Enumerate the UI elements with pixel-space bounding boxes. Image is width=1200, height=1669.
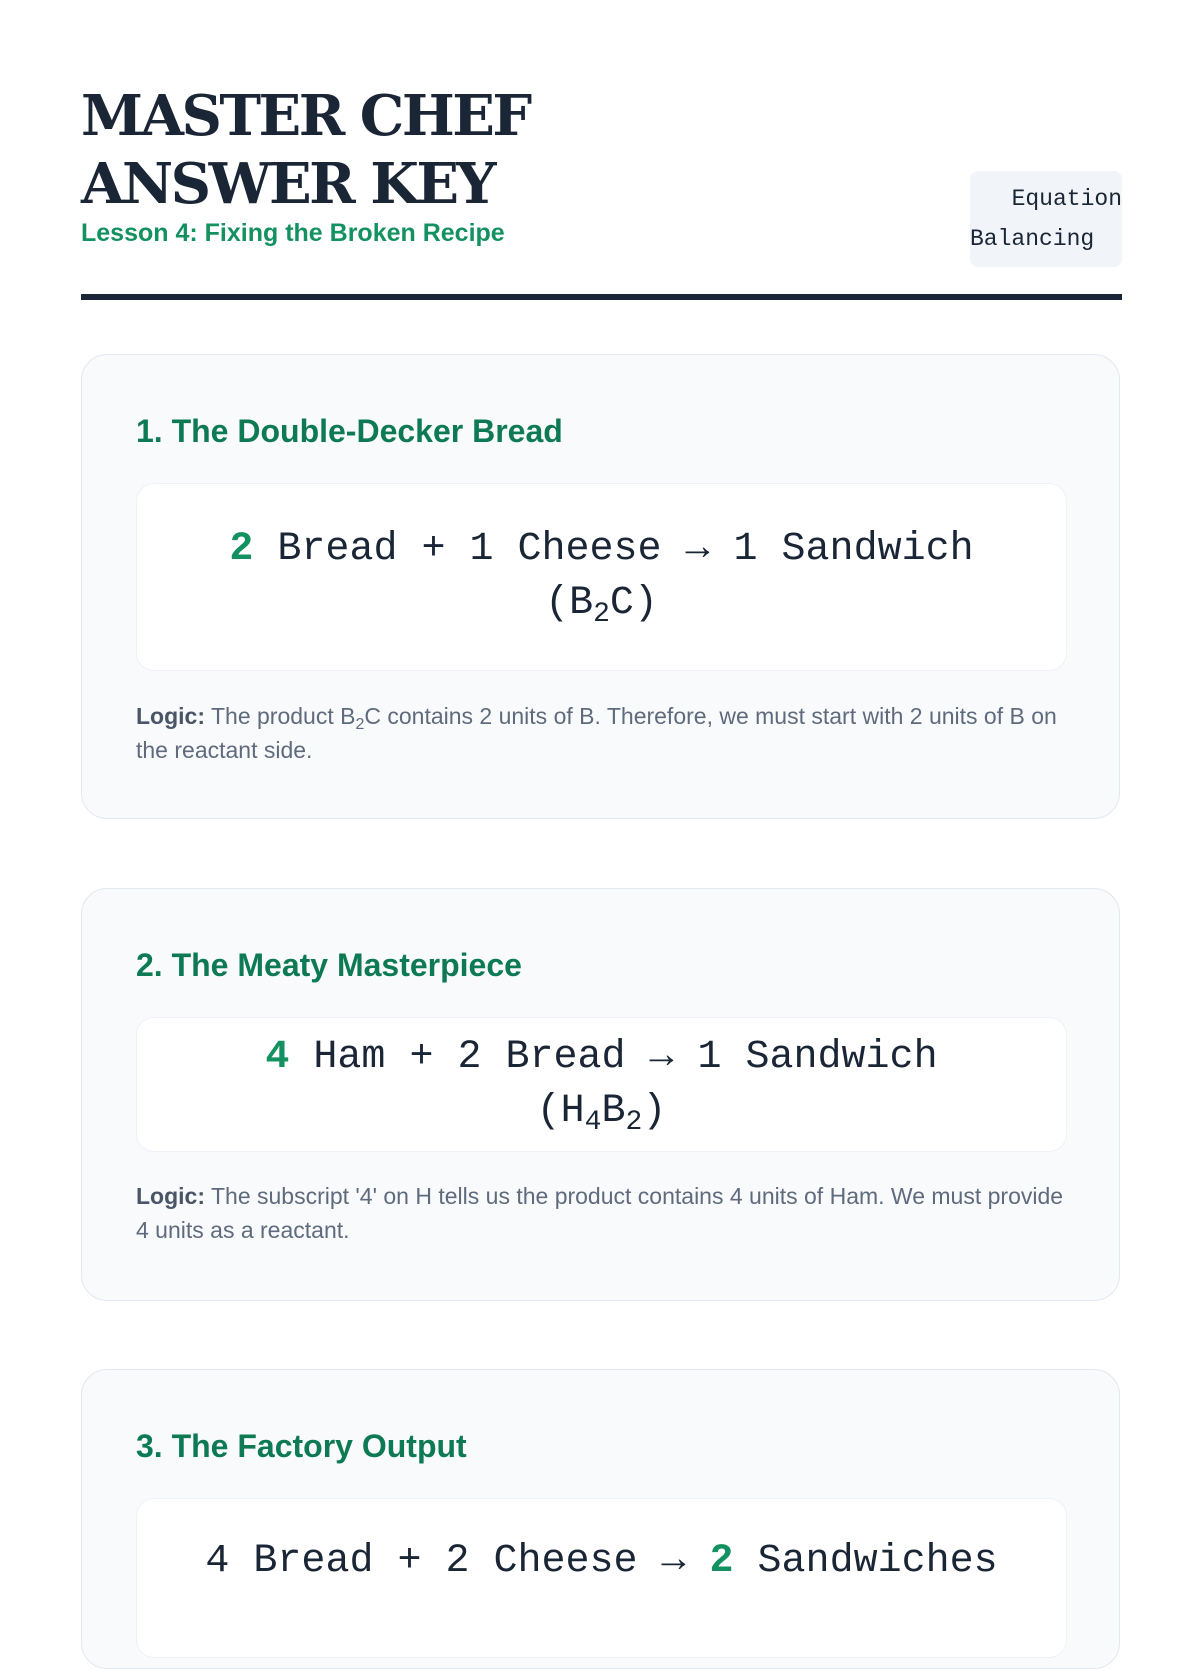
page-header <box>81 0 1122 300</box>
equation-term: Bread → <box>481 1034 698 1080</box>
coefficient: 2 <box>709 1539 734 1584</box>
equation-term: Sandwich (H <box>536 1034 938 1134</box>
answer-key-page <box>81 0 1122 1584</box>
equation-term: Bread + <box>253 527 470 572</box>
logic-label: Logic: <box>136 1183 205 1209</box>
equation-term: Ham + <box>289 1034 458 1080</box>
coefficient: 2 <box>457 1034 482 1080</box>
header-divider <box>81 294 1122 300</box>
topic-tag-line2: Balancing <box>970 226 1095 252</box>
logic-text: The product B <box>205 703 356 729</box>
equation-term: Cheese → <box>469 1539 710 1584</box>
problem-card-3 <box>81 1369 1120 1669</box>
equation-box <box>136 1498 1067 1658</box>
equation-term: Cheese → <box>493 527 734 572</box>
subscript: 4 <box>584 1106 602 1138</box>
equation-box <box>136 1017 1067 1152</box>
equation-term: C) <box>609 581 658 626</box>
topic-tag-line1: Equation <box>1011 186 1122 212</box>
coefficient: 2 <box>445 1539 470 1584</box>
subscript: 2 <box>625 1106 643 1138</box>
subscript: 2 <box>593 599 610 630</box>
coefficient: 4 <box>205 1539 230 1584</box>
coefficient: 1 <box>697 1034 722 1080</box>
problem-card-1 <box>81 354 1120 819</box>
coefficient: 1 <box>469 527 494 572</box>
balanced-equation <box>137 1535 1066 1589</box>
balanced-equation <box>197 523 1006 631</box>
coefficient: 1 <box>733 527 758 572</box>
equation-term: B <box>601 1088 626 1134</box>
equation-box <box>136 483 1067 671</box>
logic-label: Logic: <box>136 703 205 729</box>
subscript: 2 <box>355 716 365 733</box>
logic-explanation <box>136 1179 1076 1247</box>
problem-card-2 <box>81 888 1120 1301</box>
page-title: MASTER CHEF ANSWER KEY <box>81 83 530 217</box>
equation-term: Bread + <box>229 1539 446 1584</box>
coefficient: 4 <box>265 1034 290 1080</box>
equation-term: Sandwiches <box>733 1539 998 1584</box>
lesson-subtitle: Lesson 4: Fixing the Broken Recipe <box>81 219 505 247</box>
logic-text: C contains 2 units of B. Therefore, we must start with 2 units of B on the reactant side. <box>136 703 1057 763</box>
equation-term: Sandwich (B <box>545 527 974 626</box>
logic-text: The subscript '4' on H tells us the product contains 4 units of Ham. We must provide 4 units as a reactant. <box>136 1183 1064 1243</box>
problem-title: 3. The Factory Output <box>136 1428 467 1464</box>
topic-tag <box>970 171 1122 267</box>
logic-explanation <box>136 699 1076 767</box>
equation-term: ) <box>642 1088 667 1134</box>
problem-title: 1. The Double-Decker Bread <box>136 413 563 449</box>
coefficient: 2 <box>229 527 254 572</box>
problem-title: 2. The Meaty Masterpiece <box>136 947 522 983</box>
balanced-equation <box>197 1031 1006 1139</box>
